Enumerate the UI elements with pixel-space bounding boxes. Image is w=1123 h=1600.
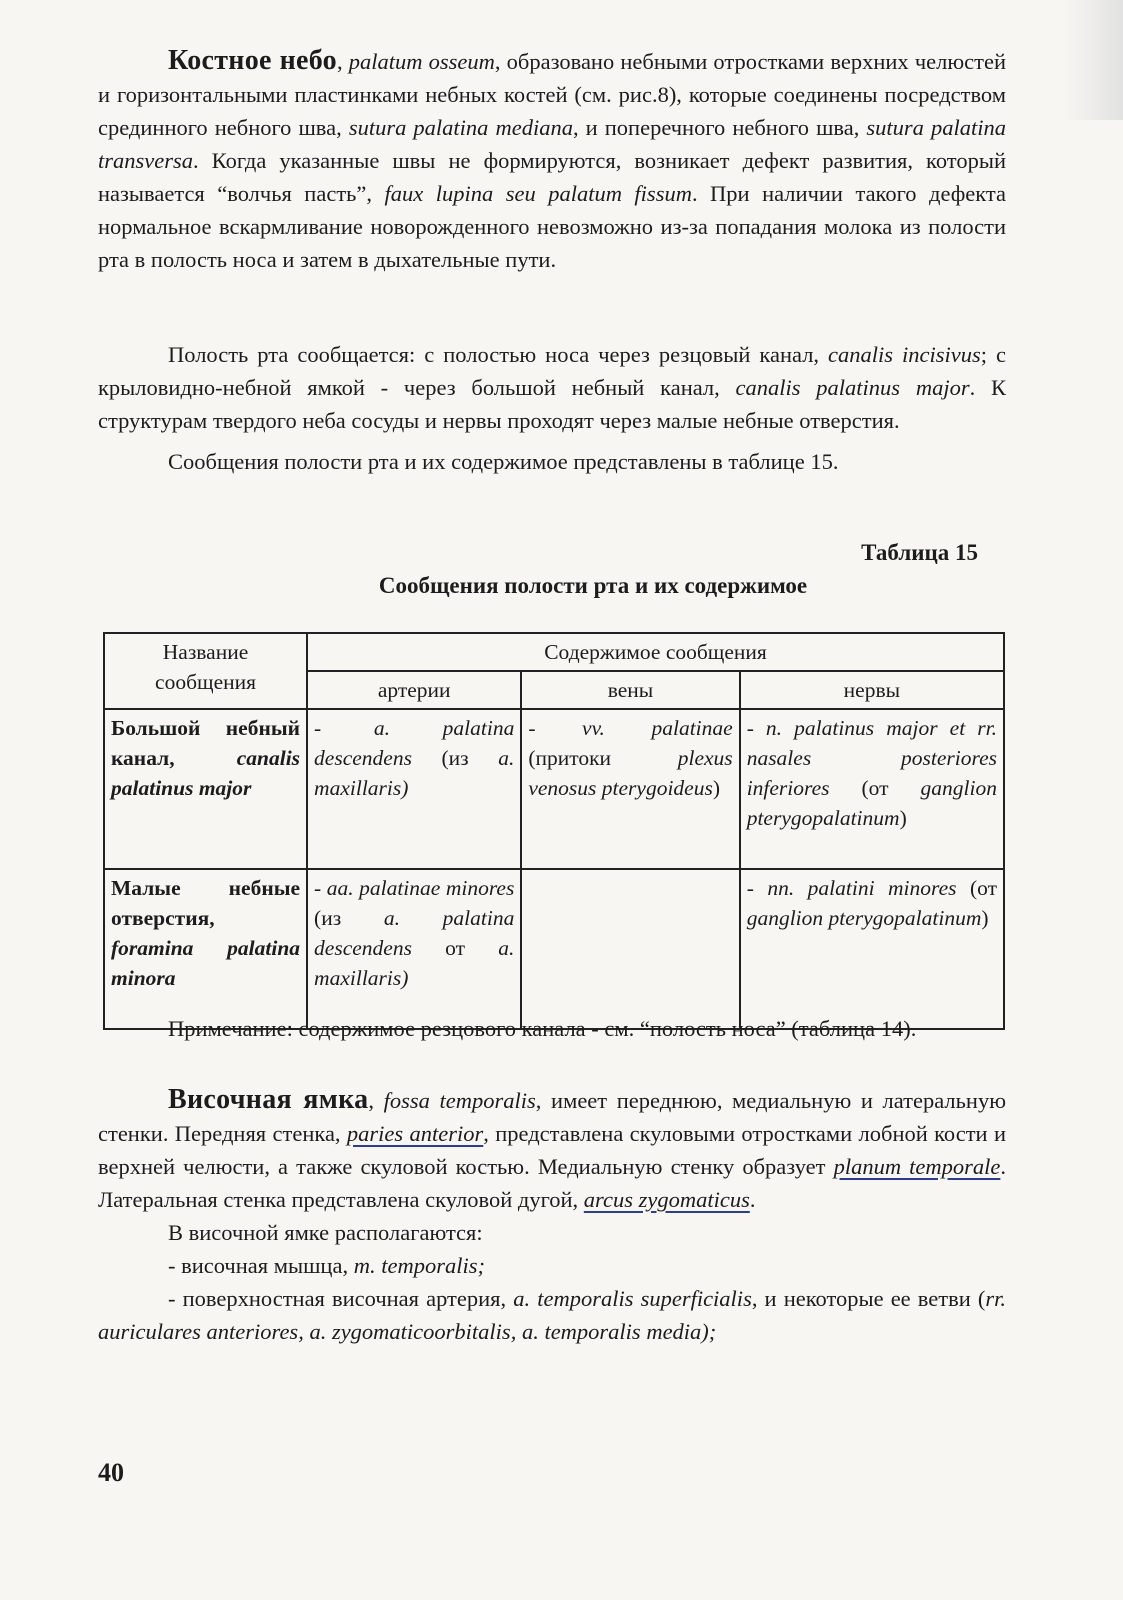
pen-underline: planum temporale bbox=[833, 1154, 1001, 1179]
communications-table bbox=[103, 632, 1005, 1030]
paragraph-contents: В височной ямке располагаются: bbox=[168, 1220, 483, 1245]
list-item: - поверхностная височная артерия, a. temporalis superficialis, и некоторые ее ветви (rr. auriculares anteriores, a. zygomaticoorbitalis, a. temporalis media); bbox=[98, 1286, 1006, 1344]
table-title: Сообщения полости рта и их содержимое bbox=[378, 573, 808, 598]
pen-underline: paries anterior bbox=[346, 1121, 484, 1146]
pen-underline: arcus zygomaticus bbox=[583, 1187, 750, 1212]
cell-nerves: - n. palatinus major et rr. nasales posteriores inferiores (от ganglion pterygopalatinum) bbox=[740, 709, 1004, 869]
cell-nerves: - nn. palatini minores (от ganglion pterygopalatinum) bbox=[740, 869, 1004, 1029]
page-number: 40 bbox=[98, 1458, 124, 1487]
list-item: - височная мышца, m. temporalis; bbox=[168, 1253, 485, 1278]
cell-arteries: - aa. palatinae minores (из a. palatina descendens от a. maxillaris) bbox=[307, 869, 521, 1029]
table-label: Таблица 15 bbox=[861, 540, 978, 565]
paragraph-table-ref: Сообщения полости рта и их содержимое представлены в таблице 15. bbox=[168, 449, 839, 474]
paragraph-temporal-fossa: Височная ямка, fossa temporalis, имеет переднюю, медиальную и латеральную стенки. Передняя стенка, paries anterior, представлена скуловыми отростками лобной кости и верхней челюсти, а также скуловой костью. Медиальную стенку образует planum temporale. Латеральная стенка представлена скуловой дугой, arcus zygomaticus. В височной ямке располагаются: - височная мышца, m. temporalis; - поверхностная височная артерия, a. temporalis superficialis, и некоторые ее ветви (rr. auriculares anteriores, a. zygomaticoorbitalis, a. temporalis media); bbox=[98, 1083, 1006, 1348]
header-arteries: артерии bbox=[307, 671, 521, 709]
table-row bbox=[104, 869, 1004, 1029]
cell-name: Малые небные отверстия, foramina palatina minora bbox=[104, 869, 307, 1029]
table-note: Примечание: содержимое резцового канала - см. “полость носа” (таблица 14). bbox=[168, 1016, 917, 1041]
header-name: Название сообщения bbox=[104, 633, 307, 709]
cell-name: Большой небный канал, canalis palatinus major bbox=[104, 709, 307, 869]
heading-temporal-fossa: Височная ямка bbox=[168, 1084, 369, 1115]
header-content: Содержимое сообщения bbox=[307, 633, 1004, 671]
table-row bbox=[104, 709, 1004, 869]
cell-arteries: - a. palatina descendens (из a. maxillaris) bbox=[307, 709, 521, 869]
header-nerves: нервы bbox=[740, 671, 1004, 709]
page-edge-shadow bbox=[1063, 0, 1123, 120]
header-veins: вены bbox=[521, 671, 739, 709]
heading-hard-palate: Костное небо bbox=[168, 45, 337, 76]
paragraph-oral-cavity: Полость рта сообщается: с полостью носа через резцовый канал, canalis incisivus; с крыловидно-небной ямкой - через большой небный канал, canalis palatinus major. К структурам твердого неба сосуды и нервы проходят через малые небные отверстия. Сообщения полости рта и их содержимое представлены в таблице 15. bbox=[98, 338, 1006, 478]
paragraph-hard-palate: Костное небо, palatum osseum, образовано небными отростками верхних челюстей и горизонтальными пластинками небных костей (см. рис.8), которые соединены посредством срединного небного шва, sutura palatina mediana, и поперечного небного шва, sutura palatina transversa. Когда указанные швы не формируются, возникает дефект развития, который называется “волчья пасть”, faux lupina seu palatum fissum. При наличии такого дефекта нормальное вскармливание новорожденного невозможно из-за попадания молока из полости рта в полость носа и затем в дыхательные пути. bbox=[98, 45, 1007, 272]
cell-veins: - vv. palatinae (притоки plexus venosus pterygoideus) bbox=[521, 709, 739, 869]
cell-veins bbox=[521, 869, 739, 1029]
